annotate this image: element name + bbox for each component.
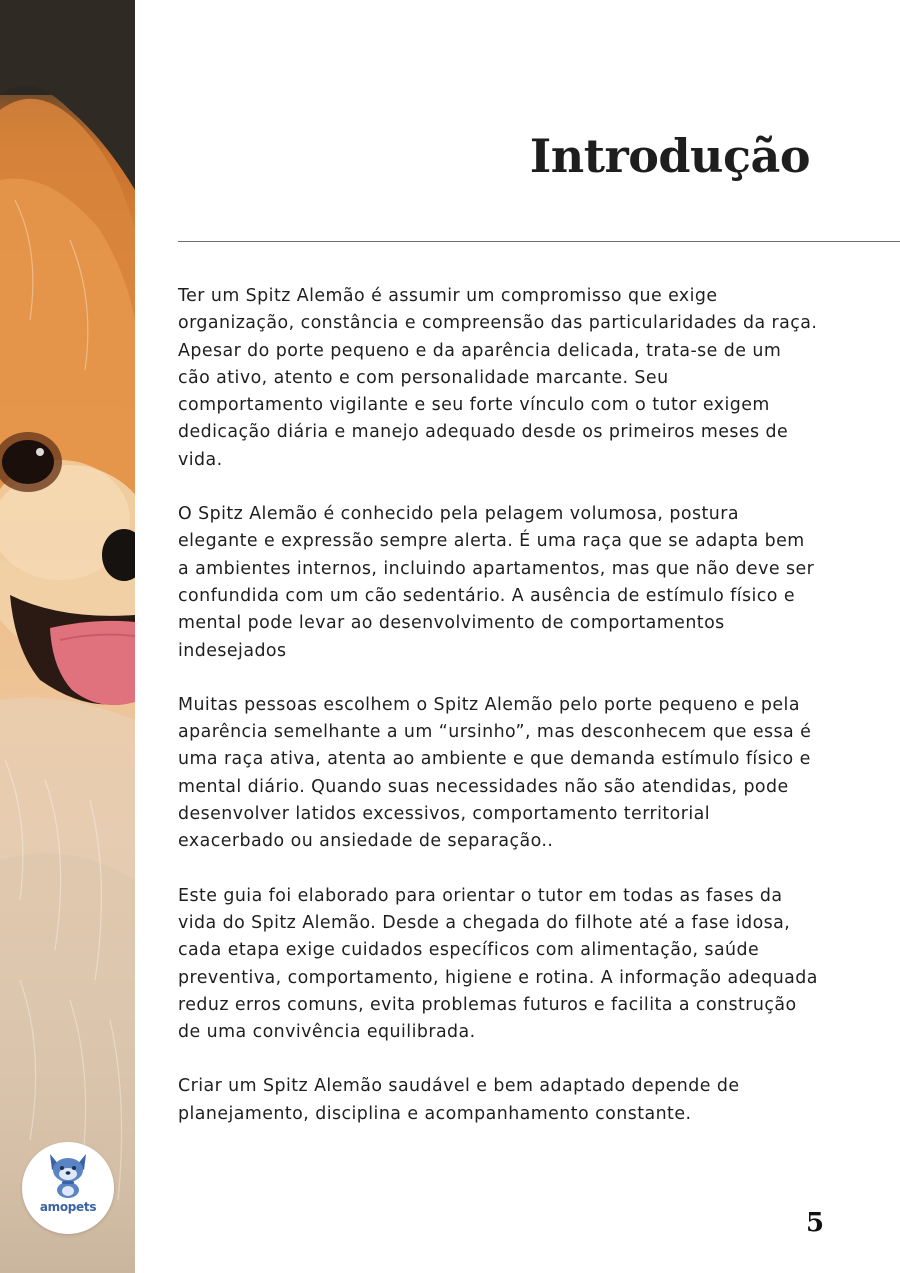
title-divider (178, 241, 900, 242)
amopets-logo (22, 1142, 114, 1234)
paragraph: Ter um Spitz Alemão é assumir um compromisso que exige organização, constância e compreensão das particularidades da raça. Apesar do porte pequeno e da aparência delicada, trata-se de um cão ativo, atento e com personalidade marcante. Seu comportamento vigilante e seu forte vínculo com o tutor exigem dedicação diária e manejo adequado desde os primeiros meses de vida. (178, 286, 818, 470)
spitz-photo (0, 0, 135, 1273)
logo-text: amopets (39, 1200, 97, 1214)
paragraph: Muitas pessoas escolhem o Spitz Alemão pelo porte pequeno e pela aparência semelhante a um “ursinho”, mas desconhecem que essa é uma raça ativa, atenta ao ambiente e que demanda estímulo físico e mental diário. Quando suas necessidades não são atendidas, pode desenvolver latidos excessivos, comportamento territorial exacerbado ou ansiedade de separação.. (178, 694, 812, 852)
dog-mascot-icon (42, 1148, 94, 1200)
paragraph: Criar um Spitz Alemão saudável e bem adaptado depende de planejamento, disciplina e acompanhamento constante. (178, 1076, 740, 1124)
paragraph: O Spitz Alemão é conhecido pela pelagem volumosa, postura elegante e expressão sempre alerta. É uma raça que se adapta bem a ambientes internos, incluindo apartamentos, mas que não deve ser confundida com um cão sedentário. A ausência de estímulo físico e mental pode levar ao desenvolvimento de comportamentos indesejados (178, 504, 815, 661)
page-title: Introdução (529, 129, 810, 183)
paragraph: Este guia foi elaborado para orientar o tutor em todas as fases da vida do Spitz Alemão. Desde a chegada do filhote até a fase idosa, cada etapa exige cuidados específicos com alimentação, saúde preventiva, comportamento, higiene e rotina. A informação adequada reduz erros comuns, evita problemas futuros e facilita a construção de uma convivência equilibrada. (178, 885, 818, 1043)
spitz-illustration (0, 0, 135, 1273)
page-number: 5 (806, 1208, 825, 1238)
intro-content (178, 283, 818, 1155)
